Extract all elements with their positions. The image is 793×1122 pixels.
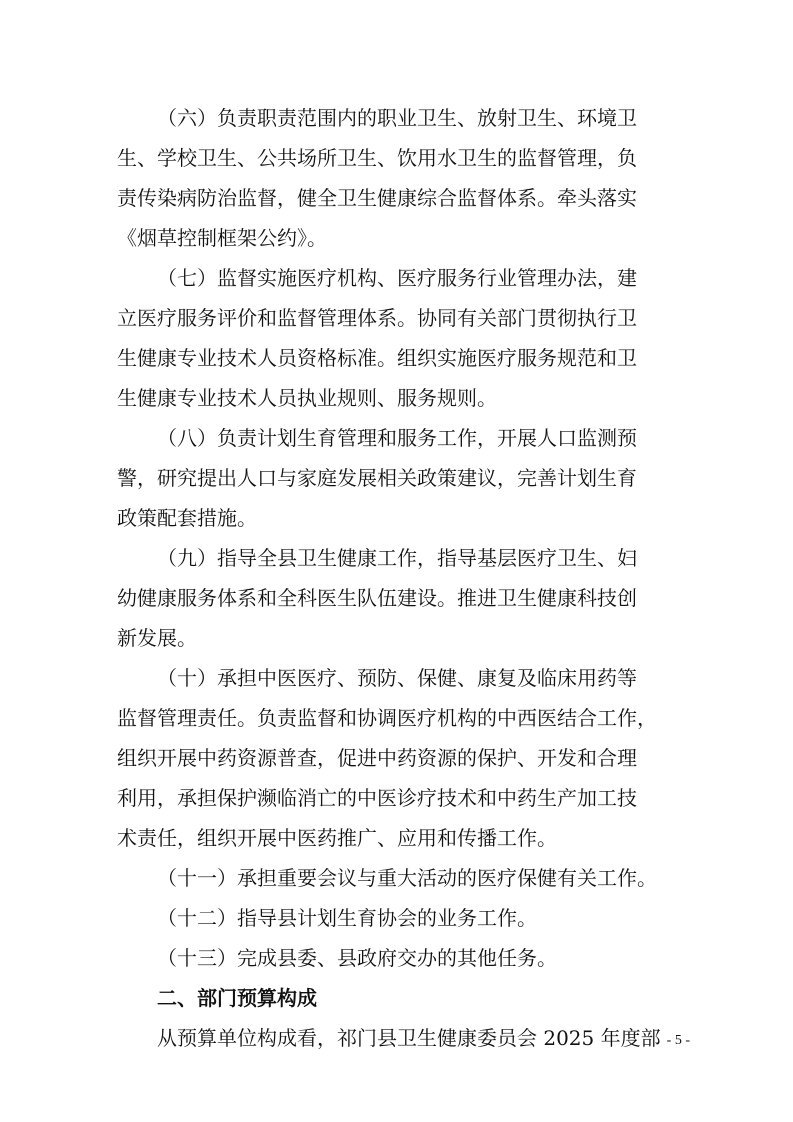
paragraph-10-line-5: 术责任，组织开展中医药推广、应用和传播工作。: [117, 826, 557, 850]
paragraph-13-line-1: （十三）完成县委、县政府交办的其他任务。: [157, 946, 557, 970]
paragraph-9-line-2: 幼健康服务体系和全科医生队伍建设。推进卫生健康科技创: [117, 586, 637, 610]
paragraph-12-line-1: （十二）指导县计划生育协会的业务工作。: [157, 906, 537, 930]
paragraph-9-line-1: （九）指导全县卫生健康工作，指导基层医疗卫生、妇: [157, 546, 637, 570]
paragraph-10-line-2: 监督管理责任。负责监督和协调医疗机构的中西医结合工作，: [117, 706, 657, 730]
paragraph-6-line-3: 责传染病防治监督，健全卫生健康综合监督体系。牵头落实: [117, 186, 637, 210]
paragraph-7-line-1: （七）监督实施医疗机构、医疗服务行业管理办法，建: [157, 266, 637, 290]
paragraph-10-line-1: （十）承担中医医疗、预防、保健、康复及临床用药等: [157, 666, 637, 690]
section-heading: 二、部门预算构成: [157, 986, 317, 1010]
section-body-line-1: 从预算单位构成看，祁门县卫生健康委员会 2025 年度部: [157, 1026, 661, 1050]
paragraph-8-line-1: （八）负责计划生育管理和服务工作，开展人口监测预: [157, 426, 637, 450]
paragraph-6-line-4: 《烟草控制框架公约》。: [117, 226, 327, 250]
paragraph-11-line-1: （十一）承担重要会议与重大活动的医疗保健有关工作。: [157, 866, 657, 890]
page-number: - 5 -: [666, 1033, 690, 1048]
paragraph-8-line-3: 政策配套措施。: [117, 506, 257, 530]
paragraph-6-line-1: （六）负责职责范围内的职业卫生、放射卫生、环境卫: [157, 106, 637, 130]
paragraph-7-line-4: 生健康专业技术人员执业规则、服务规则。: [117, 386, 497, 410]
paragraph-10-line-3: 组织开展中药资源普查，促进中药资源的保护、开发和合理: [117, 746, 637, 770]
paragraph-10-line-4: 利用，承担保护濒临消亡的中医诊疗技术和中药生产加工技: [117, 786, 637, 810]
paragraph-7-line-3: 生健康专业技术人员资格标准。组织实施医疗服务规范和卫: [117, 346, 637, 370]
paragraph-7-line-2: 立医疗服务评价和监督管理体系。协同有关部门贯彻执行卫: [117, 306, 637, 330]
paragraph-9-line-3: 新发展。: [117, 626, 197, 650]
paragraph-8-line-2: 警，研究提出人口与家庭发展相关政策建议，完善计划生育: [117, 466, 637, 490]
paragraph-6-line-2: 生、学校卫生、公共场所卫生、饮用水卫生的监督管理，负: [117, 146, 637, 170]
